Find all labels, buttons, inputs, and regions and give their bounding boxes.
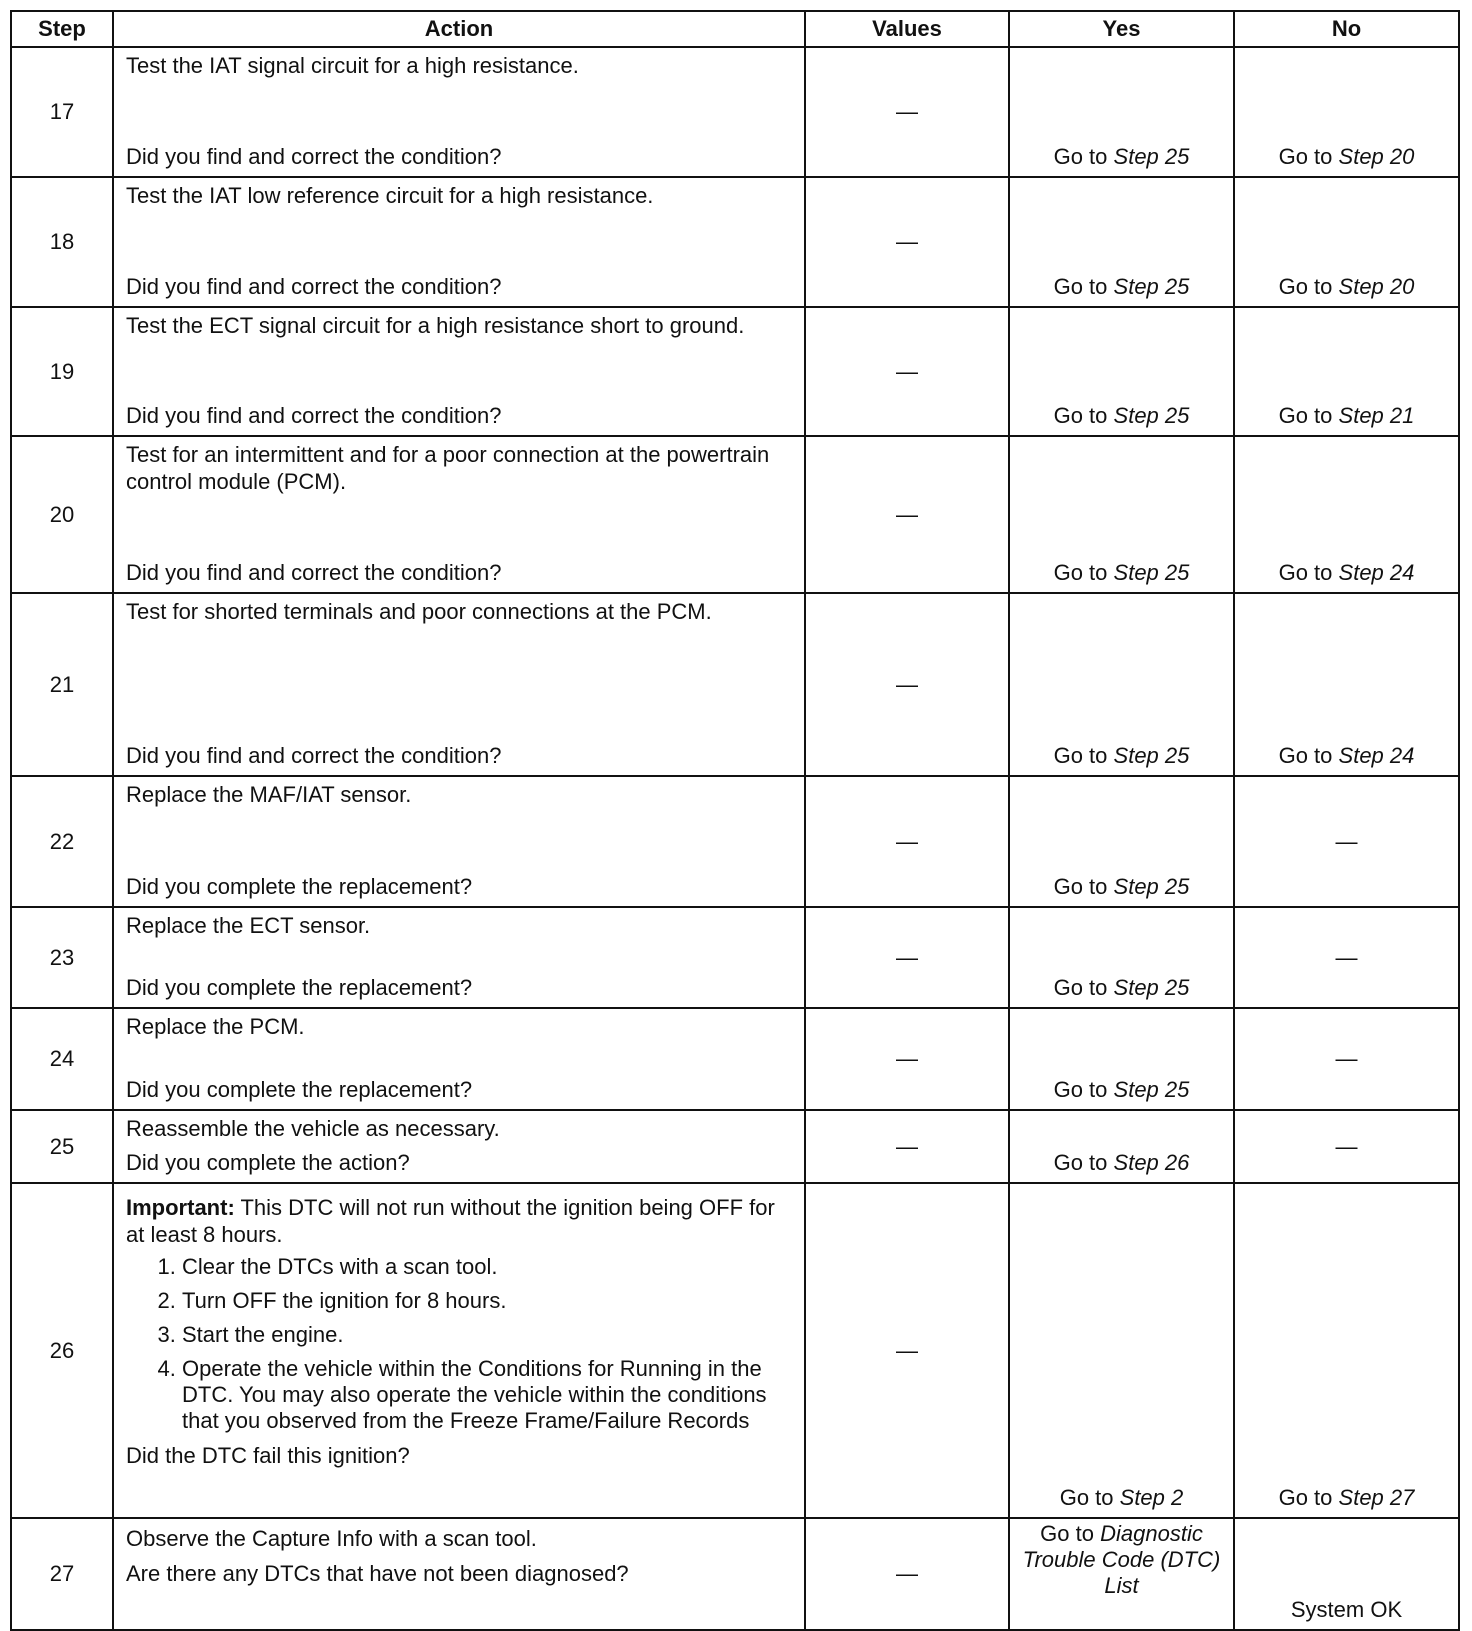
values-cell: — bbox=[805, 1110, 1009, 1183]
header-yes: Yes bbox=[1009, 11, 1234, 47]
step-number-cell: 24 bbox=[11, 1008, 113, 1110]
no-action-dash: — bbox=[1335, 1133, 1358, 1159]
action-content bbox=[126, 312, 794, 429]
action-content bbox=[126, 1013, 794, 1103]
values-cell: — bbox=[805, 1183, 1009, 1518]
step-link[interactable] bbox=[1339, 743, 1415, 768]
step-word: Step bbox=[1113, 874, 1159, 899]
procedure-item: 3. Start the engine. bbox=[182, 1322, 794, 1348]
step-link[interactable] bbox=[1114, 560, 1190, 585]
no-cell bbox=[1234, 47, 1459, 177]
step-number: 21 bbox=[1389, 403, 1415, 428]
goto-text: Go to bbox=[1278, 274, 1333, 299]
header-action: Action bbox=[113, 11, 805, 47]
step-number: 26 bbox=[1164, 1150, 1190, 1175]
goto-text: Go to bbox=[1278, 560, 1333, 585]
yes-cell bbox=[1009, 907, 1234, 1008]
values-cell: — bbox=[805, 177, 1009, 307]
step-number: 20 bbox=[1389, 274, 1415, 299]
values-cell: — bbox=[805, 1008, 1009, 1110]
values-cell: — bbox=[805, 593, 1009, 776]
goto-text: Go to bbox=[1278, 1485, 1333, 1510]
no-cell bbox=[1234, 307, 1459, 436]
important-label: Important: bbox=[126, 1195, 235, 1220]
step-number: 25 bbox=[1164, 1077, 1190, 1102]
header-values: Values bbox=[805, 11, 1009, 47]
header-step: Step bbox=[11, 11, 113, 47]
table-row bbox=[11, 177, 1459, 307]
no-cell bbox=[1234, 1008, 1459, 1110]
values-cell: — bbox=[805, 307, 1009, 436]
no-cell bbox=[1234, 776, 1459, 907]
no-cell: System OK bbox=[1234, 1518, 1459, 1630]
goto-text: Go to bbox=[1278, 144, 1333, 169]
step-link[interactable] bbox=[1114, 874, 1190, 899]
action-content bbox=[126, 52, 794, 170]
action-content bbox=[126, 441, 794, 586]
yes-cell bbox=[1009, 1008, 1234, 1110]
action-cell bbox=[113, 47, 805, 177]
values-cell: — bbox=[805, 47, 1009, 177]
action-text: Observe the Capture Info with a scan tool. bbox=[126, 1526, 537, 1551]
important-text: This DTC will not run without the ignition being OFF for at least 8 hours. bbox=[126, 1195, 775, 1247]
no-cell bbox=[1234, 177, 1459, 307]
goto-text: Go to bbox=[1053, 975, 1108, 1000]
yes-cell bbox=[1009, 1110, 1234, 1183]
table-row bbox=[11, 436, 1459, 593]
action-question: Did you complete the replacement? bbox=[126, 874, 473, 899]
action-content bbox=[126, 912, 794, 1001]
step-number-cell: 23 bbox=[11, 907, 113, 1008]
step-link[interactable] bbox=[1114, 975, 1190, 1000]
goto-text: Go to bbox=[1053, 144, 1108, 169]
step-word: Step bbox=[1113, 1150, 1159, 1175]
table-row bbox=[11, 593, 1459, 776]
yes-cell bbox=[1009, 177, 1234, 307]
step-number-cell: 19 bbox=[11, 307, 113, 436]
table-row bbox=[11, 1183, 1459, 1518]
action-text: Test for an intermittent and for a poor connection at the powertrain control module (PCM). bbox=[126, 442, 770, 494]
step-number: 27 bbox=[1389, 1485, 1415, 1510]
step-word: Step bbox=[1338, 560, 1384, 585]
step-word: Step bbox=[1113, 1077, 1159, 1102]
yes-cell bbox=[1009, 307, 1234, 436]
goto-text: Go to bbox=[1278, 743, 1333, 768]
goto-text: Go to bbox=[1053, 874, 1108, 899]
table-row bbox=[11, 307, 1459, 436]
action-cell bbox=[113, 1008, 805, 1110]
step-word: Step bbox=[1113, 274, 1159, 299]
step-number-cell: 27 bbox=[11, 1518, 113, 1630]
step-link[interactable] bbox=[1339, 403, 1415, 428]
step-link[interactable] bbox=[1339, 274, 1415, 299]
yes-cell bbox=[1009, 436, 1234, 593]
goto-text: Go to bbox=[1053, 1077, 1108, 1102]
no-cell bbox=[1234, 907, 1459, 1008]
step-link[interactable] bbox=[1114, 274, 1190, 299]
step-link[interactable] bbox=[1114, 1150, 1190, 1175]
step-word: Step bbox=[1338, 274, 1384, 299]
step-word: Step bbox=[1338, 743, 1384, 768]
step-link[interactable] bbox=[1339, 1485, 1415, 1510]
action-content bbox=[126, 781, 794, 900]
no-action-dash: — bbox=[1335, 828, 1358, 854]
header-row bbox=[11, 11, 1459, 47]
action-content bbox=[126, 1115, 794, 1176]
step-word: Step bbox=[1113, 560, 1159, 585]
action-question: Did you complete the replacement? bbox=[126, 1077, 473, 1102]
step-number: 24 bbox=[1389, 743, 1415, 768]
procedure-item: 1. Clear the DTCs with a scan tool. bbox=[182, 1254, 794, 1280]
action-text: Replace the ECT sensor. bbox=[126, 913, 371, 938]
action-question: Did you find and correct the condition? bbox=[126, 403, 502, 428]
step-number: 25 bbox=[1164, 274, 1190, 299]
no-cell bbox=[1234, 1110, 1459, 1183]
table-row bbox=[11, 776, 1459, 907]
step-number: 25 bbox=[1164, 144, 1190, 169]
yes-cell bbox=[1009, 1183, 1234, 1518]
action-cell bbox=[113, 307, 805, 436]
action-text: Replace the PCM. bbox=[126, 1014, 305, 1039]
table-row bbox=[11, 1518, 1459, 1630]
action-text: Reassemble the vehicle as necessary. bbox=[126, 1116, 500, 1141]
table-row bbox=[11, 907, 1459, 1008]
action-cell bbox=[113, 177, 805, 307]
action-cell bbox=[113, 1183, 805, 1518]
header-no: No bbox=[1234, 11, 1459, 47]
goto-text: Go to bbox=[1053, 1150, 1108, 1175]
step-link[interactable] bbox=[1339, 144, 1415, 169]
action-cell bbox=[113, 1518, 805, 1630]
step-number-cell: 22 bbox=[11, 776, 113, 907]
goto-text: Go to bbox=[1053, 743, 1108, 768]
action-content bbox=[126, 182, 794, 300]
values-cell: — bbox=[805, 907, 1009, 1008]
no-action-dash: — bbox=[1335, 944, 1358, 970]
goto-text: Go to bbox=[1053, 403, 1108, 428]
table-row bbox=[11, 1008, 1459, 1110]
step-word: Step bbox=[1338, 1485, 1384, 1510]
step-number: 25 bbox=[1164, 403, 1190, 428]
step-number: 20 bbox=[1389, 144, 1415, 169]
action-text: Test the ECT signal circuit for a high resistance short to ground. bbox=[126, 313, 745, 338]
goto-text: Go to bbox=[1059, 1485, 1114, 1510]
procedure-list bbox=[126, 1254, 794, 1434]
step-word: Step bbox=[1113, 403, 1159, 428]
step-number-cell: 17 bbox=[11, 47, 113, 177]
step-number-cell: 25 bbox=[11, 1110, 113, 1183]
action-cell bbox=[113, 593, 805, 776]
step-link[interactable] bbox=[1114, 403, 1190, 428]
action-text: Test the IAT signal circuit for a high resistance. bbox=[126, 53, 579, 78]
step-number-cell: 18 bbox=[11, 177, 113, 307]
step-number: 25 bbox=[1164, 560, 1190, 585]
goto-text: Go to bbox=[1040, 1521, 1094, 1546]
yes-cell bbox=[1009, 776, 1234, 907]
action-question: Are there any DTCs that have not been diagnosed? bbox=[126, 1561, 629, 1586]
step-number: 25 bbox=[1164, 743, 1190, 768]
step-word: Step bbox=[1338, 403, 1384, 428]
step-link[interactable] bbox=[1114, 144, 1190, 169]
action-question: Did you complete the replacement? bbox=[126, 975, 473, 1000]
step-word: Step bbox=[1113, 975, 1159, 1000]
yes-cell bbox=[1009, 1518, 1234, 1630]
no-cell bbox=[1234, 436, 1459, 593]
yes-cell bbox=[1009, 593, 1234, 776]
step-number-cell: 21 bbox=[11, 593, 113, 776]
values-cell: — bbox=[805, 1518, 1009, 1630]
goto-text: Go to bbox=[1278, 403, 1333, 428]
action-question: Did you find and correct the condition? bbox=[126, 144, 502, 169]
action-text: Replace the MAF/IAT sensor. bbox=[126, 782, 412, 807]
step-number: 25 bbox=[1164, 975, 1190, 1000]
procedure-item: 2. Turn OFF the ignition for 8 hours. bbox=[182, 1288, 794, 1314]
step-link[interactable] bbox=[1114, 743, 1190, 768]
dtc-list-link[interactable]: Diagnostic Trouble Code (DTC) List bbox=[1022, 1521, 1221, 1598]
step-link[interactable] bbox=[1120, 1485, 1184, 1510]
action-question: Did you find and correct the condition? bbox=[126, 743, 502, 768]
step-link[interactable] bbox=[1114, 1077, 1190, 1102]
table-row bbox=[11, 1110, 1459, 1183]
procedure-item: 4. Operate the vehicle within the Conditions for Running in the DTC. You may also operate the vehicle within the conditions that you observed from the Freeze Frame/Failure Records bbox=[182, 1356, 794, 1434]
action-question: Did you find and correct the condition? bbox=[126, 274, 502, 299]
step-number: 25 bbox=[1164, 874, 1190, 899]
step-number: 2 bbox=[1171, 1485, 1184, 1510]
step-word: Step bbox=[1113, 743, 1159, 768]
goto-text: Go to bbox=[1053, 274, 1108, 299]
important-note bbox=[126, 1194, 794, 1248]
action-text: Test the IAT low reference circuit for a high resistance. bbox=[126, 183, 654, 208]
values-cell: — bbox=[805, 436, 1009, 593]
no-action-dash: — bbox=[1335, 1046, 1358, 1071]
no-cell bbox=[1234, 1183, 1459, 1518]
action-content bbox=[126, 598, 794, 769]
action-question: Did you find and correct the condition? bbox=[126, 560, 502, 585]
goto-text: Go to bbox=[1053, 560, 1108, 585]
step-number: 24 bbox=[1389, 560, 1415, 585]
action-cell bbox=[113, 907, 805, 1008]
values-cell: — bbox=[805, 776, 1009, 907]
yes-cell bbox=[1009, 47, 1234, 177]
step-number-cell: 26 bbox=[11, 1183, 113, 1518]
action-question: Did you complete the action? bbox=[126, 1150, 410, 1175]
step-number-cell: 20 bbox=[11, 436, 113, 593]
action-text: Test for shorted terminals and poor connections at the PCM. bbox=[126, 599, 712, 624]
action-cell bbox=[113, 1110, 805, 1183]
table-row bbox=[11, 47, 1459, 177]
action-question: Did the DTC fail this ignition? bbox=[126, 1443, 410, 1468]
diagnostic-table bbox=[10, 10, 1460, 1631]
action-cell bbox=[113, 776, 805, 907]
step-word: Step bbox=[1338, 144, 1384, 169]
step-word: Step bbox=[1119, 1485, 1165, 1510]
step-link[interactable] bbox=[1339, 560, 1415, 585]
no-cell bbox=[1234, 593, 1459, 776]
step-word: Step bbox=[1113, 144, 1159, 169]
action-cell bbox=[113, 436, 805, 593]
